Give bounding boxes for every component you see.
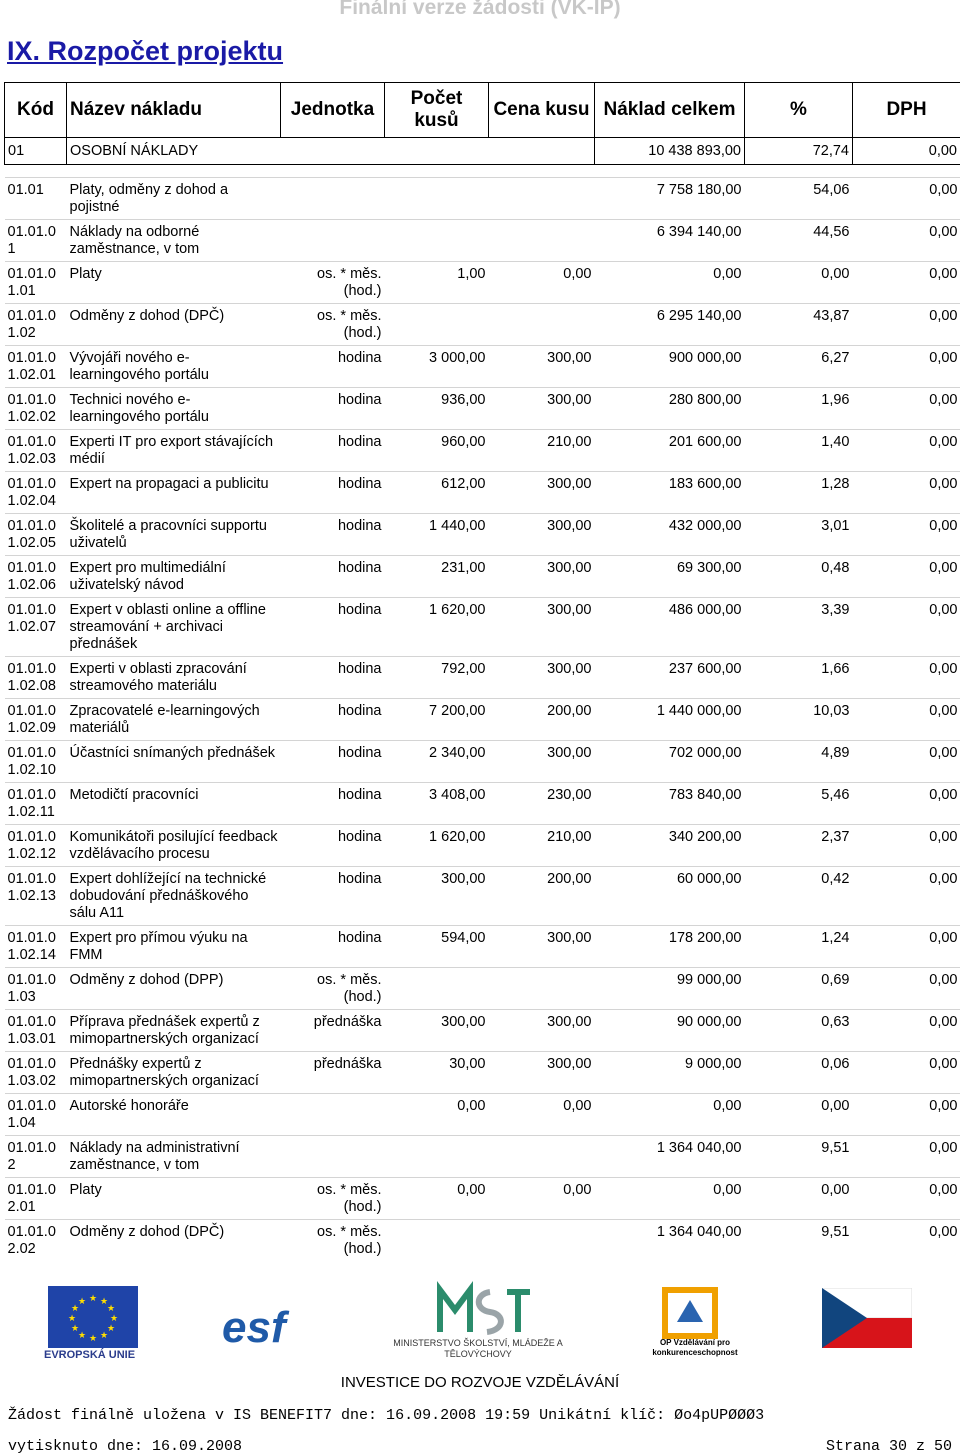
cell-total: 9 000,00 [595,1052,745,1094]
cell-unit: os. * měs. (hod.) [281,262,385,304]
cell-price: 300,00 [489,556,595,598]
table-row [5,514,960,556]
cell-name: Náklady na odborné zaměstnance, v tom [67,220,281,262]
cell-code: 01.01.0 1.02.04 [5,472,67,514]
cell-code: 01.01.0 2.01 [5,1178,67,1220]
cell-total: 340 200,00 [595,825,745,867]
cell-code: 01.01.0 1.02.10 [5,741,67,783]
cell-unit: přednáška [281,1052,385,1094]
cell-price: 200,00 [489,867,595,926]
table-row [5,178,960,220]
cell-pct: 0,06 [745,1052,853,1094]
cell-total: 486 000,00 [595,598,745,657]
cell-price: 300,00 [489,1052,595,1094]
col-header-pct: % [745,83,853,138]
cell-unit: hodina [281,514,385,556]
cell-code: 01.01.0 1.02.09 [5,699,67,741]
cell-price [489,178,595,220]
cell-unit: os. * měs. (hod.) [281,968,385,1010]
cell-price [489,1220,595,1262]
cell-price [489,220,595,262]
table-row [5,304,960,346]
cell-pct: 44,56 [745,220,853,262]
cell-vat: 0,00 [853,699,960,741]
cell-unit [281,1136,385,1178]
cell-code: 01.01.0 2.02 [5,1220,67,1262]
cell-name: Experti v oblasti zpracování streamového materiálu [67,657,281,699]
cell-price: 210,00 [489,825,595,867]
cell-pct: 3,01 [745,514,853,556]
cell-count: 792,00 [385,657,489,699]
cell-code: 01.01.0 1.02.02 [5,388,67,430]
cell-code: 01.01.0 1.03.01 [5,1010,67,1052]
cell-price: 230,00 [489,783,595,825]
spacer-cell [5,165,960,178]
cell-unit: přednáška [281,1010,385,1052]
svg-text:★: ★ [99,1331,109,1341]
cell-price: 0,00 [489,1094,595,1136]
cell-unit: hodina [281,867,385,926]
cell-unit: hodina [281,926,385,968]
cell-count: 936,00 [385,388,489,430]
logo-strip [0,1280,960,1370]
col-header-unit: Jednotka [281,83,385,138]
col-header-count: Počet kusů [385,83,489,138]
cell-price [489,968,595,1010]
cell-code: 01.01.0 1.02.13 [5,867,67,926]
cell-code: 01.01.0 1.02.08 [5,657,67,699]
cell-name: Expert v oblasti online a offline streamování + archivaci přednášek [67,598,281,657]
cell-vat: 0,00 [853,430,960,472]
table-row [5,657,960,699]
cell-vat: 0,00 [853,825,960,867]
op-logo [655,1286,725,1342]
cell-unit: hodina [281,430,385,472]
op-logo-text: OP Vzdělávání pro konkurenceschopnost [652,1338,738,1357]
cell-total: 201 600,00 [595,430,745,472]
cell-name: Technici nového e-learningového portálu [67,388,281,430]
cell-count: 2 340,00 [385,741,489,783]
cell-price: 300,00 [489,1010,595,1052]
cell-total: 6 394 140,00 [595,220,745,262]
table-row [5,825,960,867]
table-row [5,1178,960,1220]
table-row [5,1136,960,1178]
cell-code: 01.01.0 1.02.05 [5,514,67,556]
cell-price: 300,00 [489,657,595,699]
cell-pct: 54,06 [745,178,853,220]
cell-name: Expert pro multimediální uživatelský návod [67,556,281,598]
cell-total: 183 600,00 [595,472,745,514]
cell-unit [281,220,385,262]
cell-code: 01.01.0 1.02.06 [5,556,67,598]
cell-vat: 0,00 [853,598,960,657]
cell-vat: 0,00 [853,220,960,262]
cell-code: 01.01.0 1.02.03 [5,430,67,472]
cell-unit: hodina [281,598,385,657]
cell-name: Experti IT pro export stávajících médií [67,430,281,472]
svg-text:★: ★ [70,1324,80,1334]
svg-text:★: ★ [67,1314,77,1324]
cell-name: Expert na propagaci a publicitu [67,472,281,514]
table-row [5,346,960,388]
section-total: 10 438 893,00 [595,138,745,165]
cell-price: 300,00 [489,741,595,783]
cell-count [385,178,489,220]
cell-pct: 1,40 [745,430,853,472]
cell-count: 7 200,00 [385,699,489,741]
page-title [7,36,283,67]
cell-pct: 1,66 [745,657,853,699]
cell-pct: 0,00 [745,262,853,304]
watermark: Finální verze žádosti (VK-IP) [339,0,621,19]
table-row [5,741,960,783]
cell-total: 900 000,00 [595,346,745,388]
svg-text:★: ★ [70,1304,80,1314]
cell-name: Odměny z dohod (DPP) [67,968,281,1010]
cell-vat: 0,00 [853,388,960,430]
cell-total: 60 000,00 [595,867,745,926]
cell-name: Platy [67,1178,281,1220]
footer-page-number: Strana 30 z 50 [825,1438,952,1455]
cell-pct: 1,96 [745,388,853,430]
cell-total: 0,00 [595,1178,745,1220]
table-row [5,220,960,262]
col-header-vat: DPH [853,83,960,138]
cell-count: 30,00 [385,1052,489,1094]
cell-unit [281,178,385,220]
cell-count: 0,00 [385,1178,489,1220]
cell-name: Zpracovatelé e-learningových materiálů [67,699,281,741]
cell-code: 01.01.0 1.02.07 [5,598,67,657]
col-header-code: Kód [5,83,67,138]
cell-pct: 0,42 [745,867,853,926]
cell-price: 0,00 [489,1178,595,1220]
cell-name: Metodičtí pracovníci [67,783,281,825]
cell-count: 231,00 [385,556,489,598]
svg-text:★: ★ [77,1297,87,1307]
cell-total: 1 364 040,00 [595,1136,745,1178]
cell-code: 01.01.0 1.02.12 [5,825,67,867]
cell-vat: 0,00 [853,556,960,598]
cell-price: 300,00 [489,388,595,430]
table-row [5,867,960,926]
table-row [5,388,960,430]
table-row [5,430,960,472]
section-code: 01 [5,138,67,165]
cell-vat: 0,00 [853,1010,960,1052]
table-row [5,1052,960,1094]
table-row [5,1220,960,1262]
svg-text:★: ★ [99,1297,109,1307]
cell-vat: 0,00 [853,514,960,556]
cell-total: 0,00 [595,262,745,304]
cell-total: 6 295 140,00 [595,304,745,346]
cell-total: 69 300,00 [595,556,745,598]
table-row [5,556,960,598]
cell-unit: hodina [281,783,385,825]
cell-unit: hodina [281,388,385,430]
msmt-logo-text: MINISTERSTVO ŠKOLSTVÍ, MLÁDEŽE A TĚLOVÝCHOVY [393,1338,563,1359]
cell-unit: hodina [281,657,385,699]
table-row [5,699,960,741]
cell-count [385,220,489,262]
cell-vat: 0,00 [853,178,960,220]
cell-code: 01.01.0 2 [5,1136,67,1178]
cell-pct: 43,87 [745,304,853,346]
cell-total: 99 000,00 [595,968,745,1010]
eu-logo-text: EVROPSKÁ UNIE [44,1349,136,1361]
table-row [5,1010,960,1052]
cell-unit [281,1094,385,1136]
cell-vat: 0,00 [853,926,960,968]
cell-code: 01.01.0 1.02.14 [5,926,67,968]
cell-code: 01.01.0 1.01 [5,262,67,304]
col-header-total: Náklad celkem [595,83,745,138]
svg-text:★: ★ [88,1294,98,1304]
cell-code: 01.01 [5,178,67,220]
cell-vat: 0,00 [853,1178,960,1220]
eu-flag-logo [48,1286,138,1348]
cell-count: 960,00 [385,430,489,472]
svg-text:★: ★ [88,1334,98,1344]
svg-text:esf: esf [222,1303,286,1350]
cell-code: 01.01.0 1 [5,220,67,262]
esf-logo [220,1292,298,1350]
cell-total: 178 200,00 [595,926,745,968]
cell-name: Platy, odměny z dohod a pojistné [67,178,281,220]
svg-text:★: ★ [109,1314,119,1324]
cell-pct: 0,00 [745,1094,853,1136]
cell-price: 300,00 [489,598,595,657]
invest-slogan: INVESTICE DO ROZVOJE VZDĚLÁVÁNÍ [340,1374,620,1391]
table-row [5,472,960,514]
cell-vat: 0,00 [853,968,960,1010]
cell-count: 300,00 [385,1010,489,1052]
cell-name: Školitelé a pracovníci supportu uživatelů [67,514,281,556]
section-pct: 72,74 [745,138,853,165]
cell-count: 1 620,00 [385,825,489,867]
cell-count: 300,00 [385,867,489,926]
footer-print-date: vytisknuto dne: 16.09.2008 [8,1438,243,1455]
cell-vat: 0,00 [853,346,960,388]
cell-count: 1 620,00 [385,598,489,657]
cell-vat: 0,00 [853,1052,960,1094]
budget-table [4,82,960,1261]
cell-name: Expert pro přímou výuku na FMM [67,926,281,968]
cell-total: 7 758 180,00 [595,178,745,220]
cell-name: Přednášky expertů z mimopartnerských organizací [67,1052,281,1094]
cell-total: 237 600,00 [595,657,745,699]
cell-pct: 2,37 [745,825,853,867]
cell-name: Vývojáři nového e-learningového portálu [67,346,281,388]
cell-pct: 9,51 [745,1220,853,1262]
table-row [5,926,960,968]
cell-total: 432 000,00 [595,514,745,556]
cell-price [489,304,595,346]
cell-unit: hodina [281,472,385,514]
svg-text:★: ★ [106,1304,116,1314]
cell-price: 300,00 [489,926,595,968]
cell-vat: 0,00 [853,304,960,346]
cell-total: 783 840,00 [595,783,745,825]
cell-unit: os. * měs. (hod.) [281,1178,385,1220]
cell-price: 300,00 [489,514,595,556]
cell-unit: hodina [281,699,385,741]
cell-price [489,1136,595,1178]
cell-total: 1 364 040,00 [595,1220,745,1262]
table-row [5,968,960,1010]
cell-vat: 0,00 [853,1094,960,1136]
cell-count: 3 000,00 [385,346,489,388]
cell-vat: 0,00 [853,867,960,926]
cell-code: 01.01.0 1.04 [5,1094,67,1136]
cell-unit: hodina [281,741,385,783]
czech-flag-logo [822,1288,912,1348]
cell-unit: os. * měs. (hod.) [281,1220,385,1262]
section-name: OSOBNÍ NÁKLADY [67,138,595,165]
cell-count: 0,00 [385,1094,489,1136]
cell-name: Účastníci snímaných přednášek [67,741,281,783]
cell-unit: hodina [281,825,385,867]
cell-name: Odměny z dohod (DPČ) [67,1220,281,1262]
cell-name: Autorské honoráře [67,1094,281,1136]
spacer-row [5,165,960,178]
cell-pct: 6,27 [745,346,853,388]
cell-count [385,968,489,1010]
cell-vat: 0,00 [853,472,960,514]
table-row [5,598,960,657]
col-header-name: Název nákladu [67,83,281,138]
cell-vat: 0,00 [853,783,960,825]
cell-count: 594,00 [385,926,489,968]
cell-pct: 10,03 [745,699,853,741]
cell-pct: 0,63 [745,1010,853,1052]
cell-total: 0,00 [595,1094,745,1136]
page-title-text: IX. Rozpočet projektu [7,36,284,66]
svg-text:★: ★ [77,1331,87,1341]
cell-vat: 0,00 [853,262,960,304]
cell-pct: 4,89 [745,741,853,783]
table-row [5,262,960,304]
cell-name: Platy [67,262,281,304]
cell-count [385,1220,489,1262]
cell-vat: 0,00 [853,1136,960,1178]
cell-name: Odměny z dohod (DPČ) [67,304,281,346]
cell-code: 01.01.0 1.02.11 [5,783,67,825]
cell-pct: 0,00 [745,1178,853,1220]
cell-code: 01.01.0 1.02 [5,304,67,346]
cell-price: 210,00 [489,430,595,472]
col-header-price: Cena kusu [489,83,595,138]
cell-code: 01.01.0 1.03.02 [5,1052,67,1094]
cell-vat: 0,00 [853,741,960,783]
cell-count: 612,00 [385,472,489,514]
cell-vat: 0,00 [853,657,960,699]
cell-unit: os. * měs. (hod.) [281,304,385,346]
svg-text:★: ★ [106,1324,116,1334]
cell-pct: 5,46 [745,783,853,825]
cell-name: Expert dohlížející na technické dobudování přednáškového sálu A11 [67,867,281,926]
cell-price: 300,00 [489,472,595,514]
cell-price: 200,00 [489,699,595,741]
section-vat: 0,00 [853,138,960,165]
footer-saved-info: Žádost finálně uložena v IS BENEFIT7 dne: 16.09.2008 19:59 Unikátní klíč: Øo4pUPØØØ3 [8,1407,765,1424]
cell-name: Komunikátoři posilující feedback vzdělávacího procesu [67,825,281,867]
table-row [5,1094,960,1136]
cell-count: 1,00 [385,262,489,304]
cell-total: 1 440 000,00 [595,699,745,741]
section-row [5,138,960,165]
cell-pct: 3,39 [745,598,853,657]
cell-vat: 0,00 [853,1220,960,1262]
cell-name: Příprava přednášek expertů z mimopartnerských organizací [67,1010,281,1052]
msmt-logo [395,1280,565,1340]
cell-unit: hodina [281,556,385,598]
cell-pct: 0,69 [745,968,853,1010]
cell-code: 01.01.0 1.02.01 [5,346,67,388]
cell-pct: 0,48 [745,556,853,598]
cell-count: 3 408,00 [385,783,489,825]
cell-total: 90 000,00 [595,1010,745,1052]
cell-code: 01.01.0 1.03 [5,968,67,1010]
cell-price: 300,00 [489,346,595,388]
cell-count: 1 440,00 [385,514,489,556]
cell-name: Náklady na administrativní zaměstnance, v tom [67,1136,281,1178]
cell-count [385,1136,489,1178]
table-header-row [5,83,960,138]
cell-pct: 1,28 [745,472,853,514]
cell-total: 280 800,00 [595,388,745,430]
cell-unit: hodina [281,346,385,388]
table-row [5,783,960,825]
cell-count [385,304,489,346]
cell-total: 702 000,00 [595,741,745,783]
cell-pct: 1,24 [745,926,853,968]
cell-pct: 9,51 [745,1136,853,1178]
cell-price: 0,00 [489,262,595,304]
